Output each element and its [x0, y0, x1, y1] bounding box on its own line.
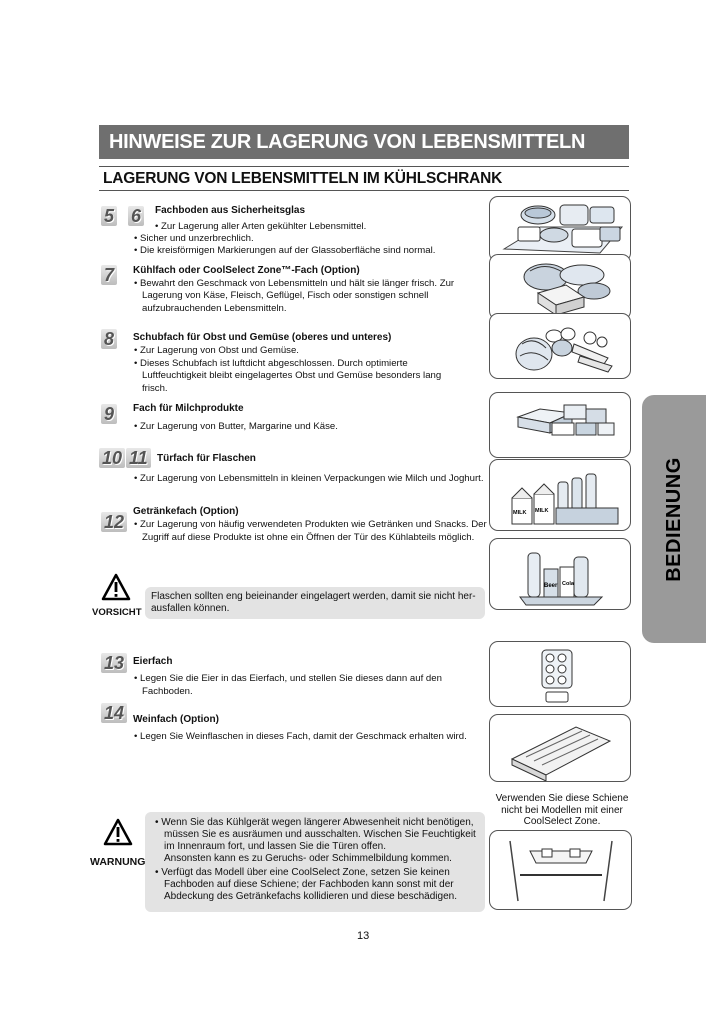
text-line: müssen Sie es ausräumen und ausschalten. Wischen Sie Feuchtigkeit [164, 829, 476, 840]
bullet-text: • Zur Lagerung von Lebensmitteln in kleinen Verpackungen wie Milch und Joghurt. [134, 473, 484, 484]
text-line: ausfallen können. [151, 603, 230, 614]
text-line: Ansonsten kann es zu Geruchs- oder Schimmelbildung kommen. [164, 853, 452, 864]
text-line: • Die kreisförmigen Markierungen auf der Glassoberfläche sind normal. [134, 245, 436, 256]
bullet-text: • Bewahrt den Geschmack von Lebensmitteln und hält sie länger frisch. Zur [134, 278, 455, 289]
item-number: 7 [101, 265, 117, 285]
rail-caption [488, 793, 636, 828]
item-number: 11 [126, 448, 151, 468]
bullet-text: • Verfügt das Modell über eine CoolSelect Zone, setzen Sie keinen [155, 867, 450, 878]
section-heading: Kühlfach oder CoolSelect Zone™-Fach (Option) [133, 265, 360, 276]
text-line: Lagerung von Käse, Fleisch, Geflügel, Fisch oder sonstigen schnell [142, 290, 429, 301]
rail-illustration [489, 830, 632, 910]
warning-label: WARNUNG [90, 856, 146, 868]
beer-label: Beer [544, 583, 558, 589]
section-heading: Weinfach (Option) [133, 714, 219, 725]
section-subtitle: LAGERUNG VON LEBENSMITTELN IM KÜHLSCHRANK [103, 170, 503, 187]
text-line: Fachboden. [142, 686, 193, 697]
dairy-compartment-illustration [489, 392, 631, 458]
bullet-text: • Zur Lagerung von häufig verwendeten Produkten wie Getränken und Snacks. Der [134, 519, 487, 530]
text-line: Abdeckung des Getränkefachs kollidieren und diese beschädigen. [164, 891, 457, 902]
section-heading: Türfach für Flaschen [157, 453, 256, 464]
text-line: • Sicher und unzerbrechlich. [134, 233, 254, 244]
text-line: aufzubrauchenden Lebensmitteln. [142, 303, 287, 314]
bullet-text: • Legen Sie die Eier in das Eierfach, und stellen Sie dieses dann auf den [134, 673, 442, 684]
wine-rack-illustration [489, 714, 631, 782]
caution-box [145, 587, 485, 619]
cola-label: Cola [562, 581, 574, 587]
warning-triangle-icon [103, 818, 133, 851]
item-number: 8 [101, 329, 117, 349]
side-tab-label: BEDIENUNG [662, 456, 685, 582]
section-heading: Getränkefach (Option) [133, 506, 239, 517]
text-line: Luftfeuchtigkeit bleibt eingelagertes Obst und Gemüse besonders lang [142, 370, 442, 381]
warning-box [145, 812, 485, 912]
page-title-banner [99, 125, 629, 159]
section-heading: Fachboden aus Sicherheitsglas [155, 205, 306, 216]
text-line: Flaschen sollten eng beieinander eingelagert werden, damit sie nicht her- [151, 591, 476, 602]
bullet-text: • Zur Lagerung von Obst und Gemüse. [134, 345, 299, 356]
text-line: Zugriff auf diese Produkte ist ohne ein Öffnen der Tür des Kühlabteils möglich. [142, 532, 475, 543]
text-line: frisch. [142, 383, 168, 394]
vegetable-drawer-illustration [489, 313, 631, 379]
divider [99, 166, 629, 167]
section-heading: Schubfach für Obst und Gemüse (oberes und unteres) [133, 332, 392, 343]
egg-tray-illustration [489, 641, 631, 707]
item-number: 13 [101, 653, 127, 673]
item-number: 9 [101, 404, 117, 424]
caution-label: VORSICHT [92, 607, 142, 618]
section-heading: Eierfach [133, 656, 173, 667]
item-number: 12 [101, 512, 127, 532]
item-number: 6 [128, 206, 144, 226]
milk-label: MILK [535, 508, 549, 514]
coolselect-drawer-illustration [489, 254, 631, 320]
item-number: 5 [101, 206, 117, 226]
bullet-text: • Wenn Sie das Kühlgerät wegen längerer Abwesenheit nicht benötigen, [155, 817, 474, 828]
milk-label: MILK [513, 510, 527, 516]
warning-triangle-icon [101, 573, 131, 606]
text-line: Fachboden auf diese Schiene; der Fachboden kann sonst mit der [164, 879, 454, 890]
divider [99, 190, 629, 191]
text-line: CoolSelect Zone. [523, 816, 601, 827]
bullet-text: • Legen Sie Weinflaschen in dieses Fach, damit der Geschmack erhalten wird. [134, 731, 467, 742]
door-bin-illustration [489, 459, 631, 531]
glass-shelf-illustration [489, 196, 631, 262]
text-line: Verwenden Sie diese Schiene [495, 793, 629, 804]
text-line: nicht bei Modellen mit einer [501, 804, 623, 816]
bullet-text: • Zur Lagerung von Butter, Margarine und Käse. [134, 421, 338, 432]
bullet-text: • Dieses Schubfach ist luftdicht abgeschlossen. Durch optimierte [134, 358, 408, 369]
side-tab-label-wrap [642, 395, 706, 643]
item-number: 14 [101, 703, 127, 723]
text-line: • Zur Lagerung aller Arten gekühlter Lebensmittel. [155, 221, 367, 232]
item-number: 10 [99, 448, 125, 468]
page-number: 13 [357, 930, 370, 942]
text-line: im Innenraum fort, und lassen Sie die Türen offen. [164, 841, 386, 852]
beverage-compartment-illustration [489, 538, 631, 610]
page-title: HINWEISE ZUR LAGERUNG VON LEBENSMITTELN [109, 131, 586, 153]
section-heading: Fach für Milchprodukte [133, 403, 244, 414]
